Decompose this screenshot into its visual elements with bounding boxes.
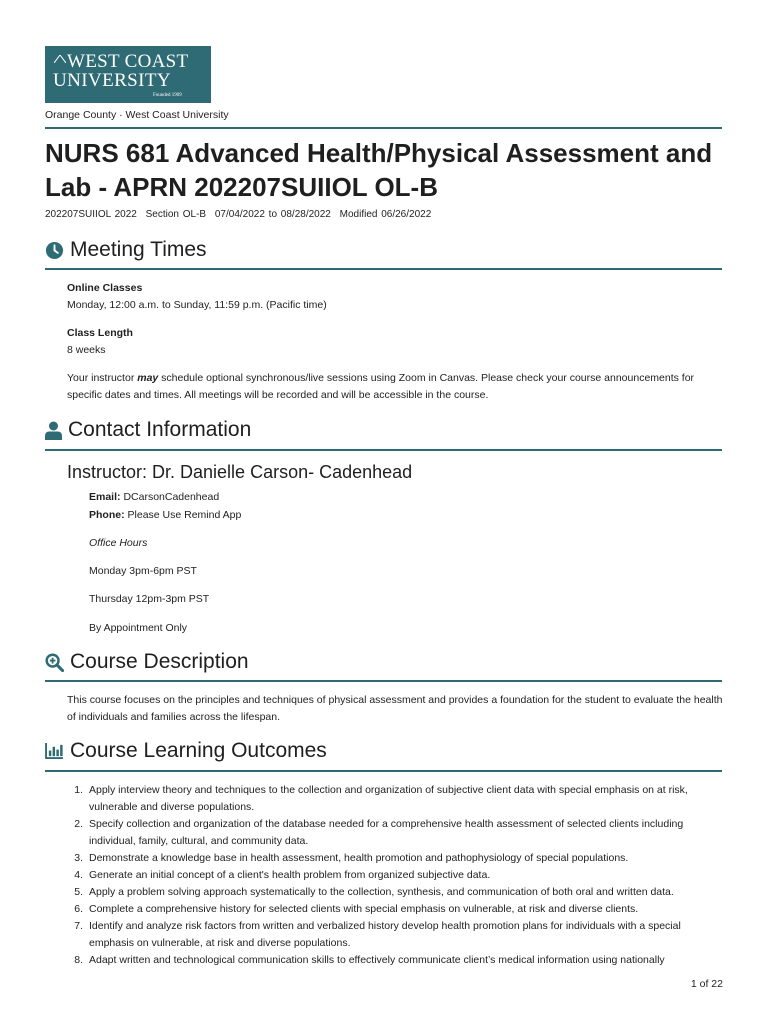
- list-item: 5. Apply a problem solving approach systematically to the collection, synthesis, and communication of both oral and written data.: [67, 884, 727, 901]
- email-value: DCarsonCadenhead: [123, 491, 220, 503]
- outcomes-heading: [45, 736, 327, 766]
- list-item: 3. Demonstrate a knowledge base in health assessment, health promotion and pathophysiology of special populations.: [67, 850, 727, 867]
- logo-line1: WEST COAST: [67, 51, 189, 72]
- contact-heading: [45, 415, 251, 445]
- outcome-text: Demonstrate a knowledge base in health assessment, health promotion and pathophysiology of special populations.: [89, 852, 629, 864]
- list-item: 6. Complete a comprehensive history for selected clients with special emphasis on vulnerable, at risk and diverse clients.: [67, 901, 727, 918]
- class-length-label: Class Length: [67, 327, 133, 339]
- bar-chart-icon: [45, 743, 64, 759]
- outcomes-list: [67, 782, 727, 969]
- email-line: [89, 489, 219, 506]
- description-heading: [45, 647, 249, 677]
- outcome-text: Specify collection and organization of the database needed for a comprehensive health assessment of selected clients including individual, family, cultural, and community data.: [89, 818, 684, 847]
- outcomes-divider: [45, 770, 722, 772]
- contact-divider: [45, 449, 722, 451]
- outcome-text: Adapt written and technological communication skills to effectively communicate client’s medical information using nationally: [89, 954, 665, 966]
- outcome-text: Apply interview theory and techniques to the collection and organization of subjective client data with special emphasis on at risk, vulnerable and diverse populations.: [89, 784, 688, 813]
- meeting-note-pre: Your instructor: [67, 372, 138, 384]
- outcome-text: Complete a comprehensive history for selected clients with special emphasis on vulnerable, at risk and diverse clients.: [89, 903, 639, 915]
- office-hours-3: By Appointment Only: [89, 622, 188, 634]
- meeting-note-post: schedule optional synchronous/live sessions using Zoom in Canvas. Please check your course announcements for specific dates and times. All meetings will be recorded and will be accessible in the course.: [67, 372, 695, 401]
- header-divider: [45, 127, 722, 129]
- meeting-note: [67, 370, 727, 404]
- office-hours-label: Office Hours: [89, 537, 148, 549]
- phone-value: Please Use Remind App: [127, 509, 242, 521]
- online-classes-label: Online Classes: [67, 282, 143, 294]
- phone-label: Phone:: [89, 509, 125, 521]
- list-item: 4. Generate an initial concept of a client's health problem from organized subjective data.: [67, 867, 727, 884]
- search-plus-icon: [45, 653, 64, 672]
- description-title: Course Description: [70, 650, 249, 673]
- meeting-times-title: Meeting Times: [70, 238, 207, 261]
- list-item: 8. Adapt written and technological communication skills to effectively communicate client’s medical information using nationally: [67, 952, 727, 969]
- meeting-note-emphasis: may: [137, 372, 159, 384]
- meta-modified: Modified 06/26/2022: [339, 209, 432, 220]
- meta-section: Section OL-B: [145, 209, 207, 220]
- university-logo: [45, 46, 211, 103]
- campus-line: Orange County · West Coast University: [45, 109, 229, 121]
- clock-icon: [45, 241, 64, 260]
- meeting-divider: [45, 268, 722, 270]
- logo-founded: Founded 1909: [153, 93, 182, 98]
- list-item: 7. Identify and analyze risk factors from written and verbalized history develop health promotion plans for individuals with a special emphasis on vulnerable, at risk and diverse populations.: [67, 918, 727, 952]
- course-title: NURS 681 Advanced Health/Physical Assessment and Lab - APRN 202207SUIIOL OL-B: [45, 138, 713, 202]
- outcome-text: Identify and analyze risk factors from written and verbalized history develop health promotion plans for individuals with a special emphasis on vulnerable, at risk and diverse populations.: [89, 920, 681, 949]
- user-icon: [45, 421, 62, 440]
- contact-title: Contact Information: [68, 418, 252, 441]
- online-classes-value: Monday, 12:00 a.m. to Sunday, 11:59 p.m. (Pacific time): [67, 299, 327, 311]
- list-item: 1. Apply interview theory and techniques to the collection and organization of subjective client data with special emphasis on at risk, vulnerable and diverse populations.: [67, 782, 727, 816]
- outcome-text: Apply a problem solving approach systematically to the collection, synthesis, and communication of both oral and written data.: [89, 886, 674, 898]
- phone-line: [89, 507, 241, 524]
- list-item: 2. Specify collection and organization of the database needed for a comprehensive health assessment of selected clients including individual, family, cultural, and community data.: [67, 816, 727, 850]
- description-text: This course focuses on the principles and techniques of physical assessment and provides a foundation for the student to evaluate the health of individuals and families across the lifespan.: [67, 694, 723, 723]
- course-meta: [45, 209, 436, 220]
- description-divider: [45, 680, 722, 682]
- meta-term: 202207SUIIOL 2022: [45, 209, 137, 220]
- office-hours-2: Thursday 12pm-3pm PST: [89, 593, 210, 605]
- logo-line2: UNIVERSITY: [53, 70, 171, 91]
- instructor-name: Instructor: Dr. Danielle Carson- Cadenhead: [67, 462, 413, 482]
- outcome-text: Generate an initial concept of a client's health problem from organized subjective data.: [89, 869, 491, 881]
- email-label: Email:: [89, 491, 121, 503]
- page-number: 1 of 22: [690, 978, 723, 990]
- class-length-value: 8 weeks: [67, 344, 106, 356]
- logo-peak-icon: [54, 55, 66, 63]
- office-hours-1: Monday 3pm-6pm PST: [89, 565, 197, 577]
- meta-dates: 07/04/2022 to 08/28/2022: [214, 209, 331, 220]
- outcomes-title: Course Learning Outcomes: [70, 739, 327, 762]
- meeting-times-heading: [45, 235, 207, 265]
